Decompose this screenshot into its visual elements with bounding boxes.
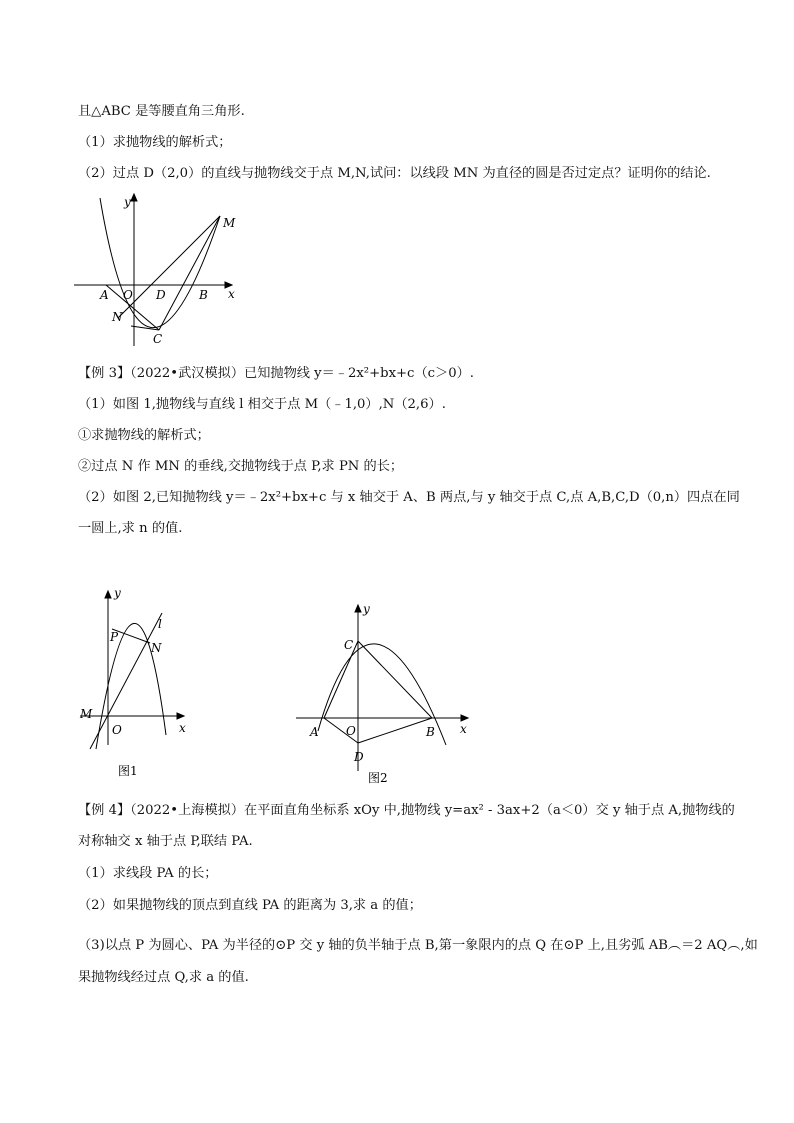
- fig-top-point-d: D: [156, 288, 166, 302]
- fig1-line-l: l: [158, 617, 162, 631]
- fig1-point-o: O: [112, 723, 122, 737]
- fig-top-point-n: N: [112, 310, 123, 324]
- fig2-point-b: B: [426, 725, 435, 739]
- example-4-title: 【例 4】（2022•上海模拟）在平面直角坐标系 xOy 中,抛物线 y=ax² - 3ax+2（a＜0）交 y 轴于点 A,抛物线的: [78, 803, 735, 818]
- question-1: （1）求抛物线的解析式；: [78, 135, 232, 150]
- fig2-point-o: O: [346, 724, 356, 738]
- text-line-1: 且△ABC 是等腰直角三角形.: [78, 104, 245, 119]
- example-3-step-1: ①求抛物线的解析式；: [78, 428, 210, 443]
- example-3-part-2: （2）如图 2,已知抛物线 y＝﹣2x²+bx+c 与 x 轴交于 A、B 两点,与 y 轴交于点 C,点 A,B,C,D（0,n）四点在同: [78, 490, 740, 505]
- example-4-part-3-cont: 果抛物线经过点 Q,求 a 的值.: [78, 970, 249, 985]
- fig2-point-a: A: [310, 725, 319, 739]
- example-4-part-1: （1）求线段 PA 的长；: [78, 866, 218, 881]
- fig-top-point-o: O: [123, 288, 133, 302]
- fig1-point-n: N: [151, 641, 162, 655]
- fig1-point-p: P: [110, 630, 119, 644]
- fig-top-point-c: C: [153, 332, 163, 346]
- fig-top-y-label: y: [124, 195, 131, 209]
- fig-top-x-label: x: [228, 287, 235, 301]
- example-3-step-2: ②过点 N 作 MN 的垂线,交抛物线于点 P,求 PN 的长；: [78, 459, 404, 474]
- fig2-x-label: x: [460, 722, 467, 736]
- fig2-y-label: y: [363, 602, 370, 616]
- fig-top-point-b: B: [199, 288, 208, 302]
- example-3-part-2-cont: 一圆上,求 n 的值.: [78, 521, 183, 536]
- fig1-point-m: M: [80, 707, 93, 721]
- fig1-caption: 图1: [118, 764, 138, 778]
- example-4-part-2: （2）如果抛物线的顶点到直线 PA 的距离为 3,求 a 的值；: [78, 898, 422, 913]
- fig1-y-label: y: [114, 586, 121, 600]
- figure-parabola-mn: [70, 188, 250, 350]
- fig1-x-label: x: [179, 721, 186, 735]
- fig2-point-c: C: [344, 638, 354, 652]
- fig2-caption: 图2: [368, 771, 388, 785]
- fig-top-point-m: M: [223, 216, 236, 230]
- example-4-part-3: （3)以点 P 为圆心、PA 为半径的⊙P 交 y 轴的负半轴于点 B,第一象限内的点 Q 在⊙P 上,且劣弧 AB︵＝2 AQ︵,如: [78, 938, 758, 953]
- figure-1: [76, 585, 196, 785]
- figure-2: [294, 595, 474, 787]
- fig2-point-d: D: [354, 750, 364, 764]
- question-2: （2）过点 D（2,0）的直线与抛物线交于点 M,N,试问：以线段 MN 为直径的圆是否过定点？证明你的结论.: [78, 166, 711, 181]
- example-4-title-cont: 对称轴交 x 轴于点 P,联结 PA.: [78, 834, 253, 849]
- example-3-part-1: （1）如图 1,抛物线与直线 l 相交于点 M（﹣1,0）,N（2,6）.: [78, 397, 446, 412]
- fig-top-point-a: A: [100, 288, 109, 302]
- example-3-title: 【例 3】（2022•武汉模拟）已知抛物线 y＝﹣2x²+bx+c（c＞0）.: [78, 366, 474, 381]
